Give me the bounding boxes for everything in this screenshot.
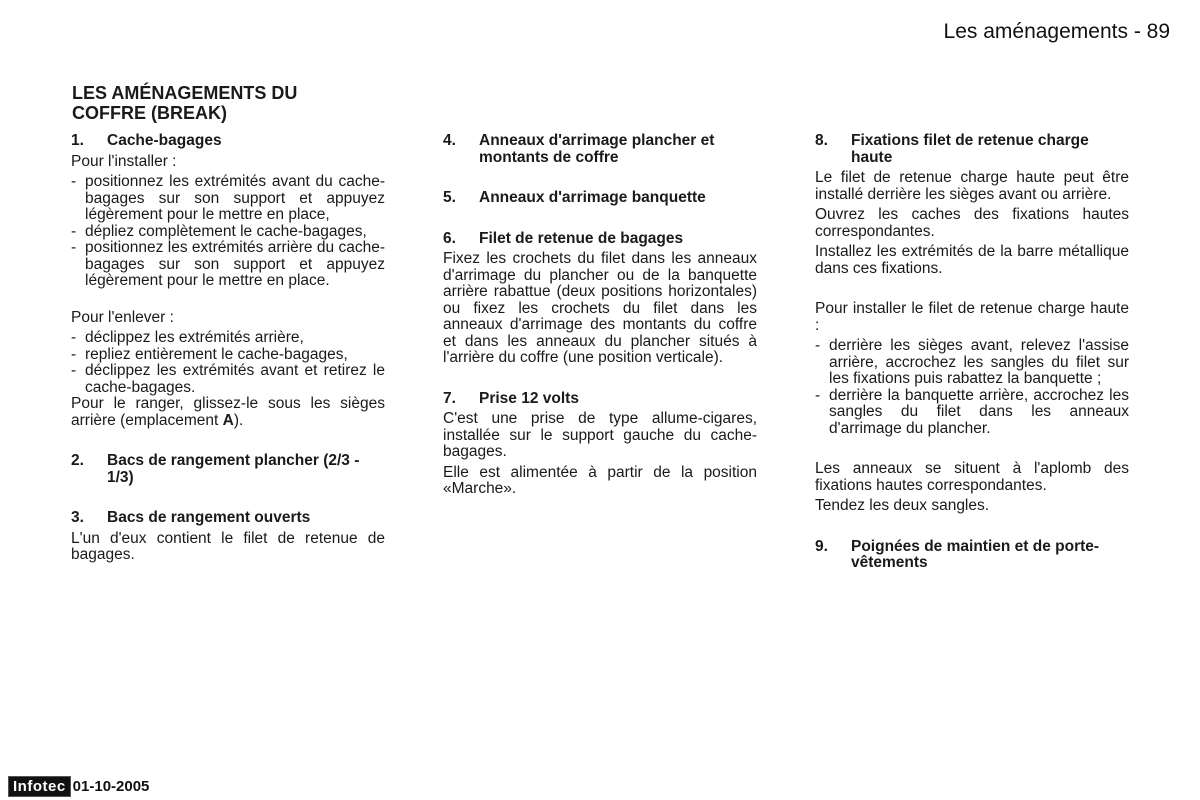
section-1-heading: [71, 133, 385, 150]
section-2-heading: [71, 453, 385, 486]
paragraph: Les anneaux se situent à l'aplomb des fixations hautes correspondantes.: [815, 460, 1129, 494]
list-item: - dépliez complètement le cache-bagages,: [71, 222, 367, 240]
section-6-heading: [443, 231, 757, 248]
list-item: - derrière la banquette arrière, accrochez les sangles du filet dans les anneaux d'arrimage du plancher.: [815, 386, 1129, 437]
section-title: Cache-bagages: [107, 132, 222, 149]
section-title: Prise 12 volts: [479, 389, 579, 407]
list-item: - déclippez les extrémités arrière,: [71, 329, 304, 346]
section-8-heading: [815, 133, 1129, 166]
paragraph: Ouvrez les caches des fixations hautes correspondantes.: [815, 206, 1129, 240]
list-item: - déclippez les extrémités avant et retirez le cache-bagages.: [71, 362, 385, 396]
section-9-heading: [815, 539, 1129, 572]
section-number: 3.: [71, 509, 84, 526]
section-5-heading: [443, 190, 757, 207]
section-number: 6.: [443, 229, 456, 247]
paragraph: Fixez les crochets du filet dans les anneaux d'arrimage du plancher ou de la banquette arrière rabattue (deux positions horizontales) ou fixez les crochets du filet dans les anneaux d'arrimage des montants du coffre et dans les anneaux du plancher situés à l'arrière du coffre (une position verticale).: [443, 250, 757, 366]
column-2: [443, 133, 757, 498]
section-number: 5.: [443, 189, 456, 206]
section-number: 1.: [71, 132, 84, 149]
section-title: Poignées de maintien et de porte-vêtements: [851, 537, 1100, 571]
paragraph: C'est une prise de type allume-cigares, installée sur le support gauche du cache-bagages.: [443, 410, 757, 460]
list-item: - repliez entièrement le cache-bagages,: [71, 345, 348, 363]
list-item: - positionnez les extrémités arrière du cache-bagages sur son support et appuyez légèrement pour le mettre en place.: [71, 239, 385, 289]
section-title: Bacs de rangement plancher (2/3 - 1/3): [107, 452, 360, 486]
print-date: 01-10-2005: [72, 778, 150, 795]
section-number: 8.: [815, 132, 828, 149]
footer: [8, 776, 149, 797]
section-title: Bacs de rangement ouverts: [107, 509, 311, 526]
paragraph: Pour l'enlever :: [71, 308, 174, 326]
infotec-logo: Infotec: [8, 776, 71, 797]
column-3: [815, 133, 1129, 572]
paragraph: Pour installer le filet de retenue charge haute :: [815, 300, 1129, 334]
column-1: [71, 133, 385, 564]
list-item: - derrière les sièges avant, relevez l'assise arrière, accrochez les sangles du filet sur les fixations puis rabattez la banquette ;: [815, 337, 1129, 387]
section-title: Fixations filet de retenue charge haute: [851, 132, 1089, 166]
location-marker: A: [222, 411, 234, 429]
section-number: 9.: [815, 537, 828, 555]
section-4-heading: [443, 133, 757, 166]
chapter-title-line-2: COFFRE (BREAK): [72, 103, 227, 123]
chapter-title: [72, 83, 392, 123]
paragraph: Tendez les deux sangles.: [815, 497, 990, 514]
list-item: - positionnez les extrémités avant du cache-bagages sur son support et appuyez légèrement pour le mettre en place,: [71, 173, 385, 223]
section-7-heading: [443, 391, 757, 408]
section-title: Filet de retenue de bagages: [479, 229, 684, 247]
paragraph: L'un d'eux contient le filet de retenue de bagages.: [71, 529, 385, 563]
section-number: 4.: [443, 132, 456, 149]
paragraph: Le filet de retenue charge haute peut être installé derrière les sièges avant ou arrière.: [815, 169, 1129, 203]
paragraph: Installez les extrémités de la barre métallique dans ces fixations.: [815, 243, 1129, 277]
paragraph: Elle est alimentée à partir de la position «Marche».: [443, 463, 757, 497]
section-title: Anneaux d'arrimage banquette: [479, 189, 706, 206]
paragraph: Pour l'installer :: [71, 152, 177, 170]
paragraph: Pour le ranger, glissez-le sous les sièges arrière (emplacement A).: [71, 395, 385, 429]
running-head: Les aménagements - 89: [943, 20, 1170, 43]
section-3-heading: [71, 510, 385, 527]
section-number: 7.: [443, 389, 456, 407]
section-number: 2.: [71, 452, 84, 469]
section-title: Anneaux d'arrimage plancher et montants de coffre: [479, 132, 715, 166]
chapter-title-line-1: LES AMÉNAGEMENTS DU: [72, 83, 298, 103]
